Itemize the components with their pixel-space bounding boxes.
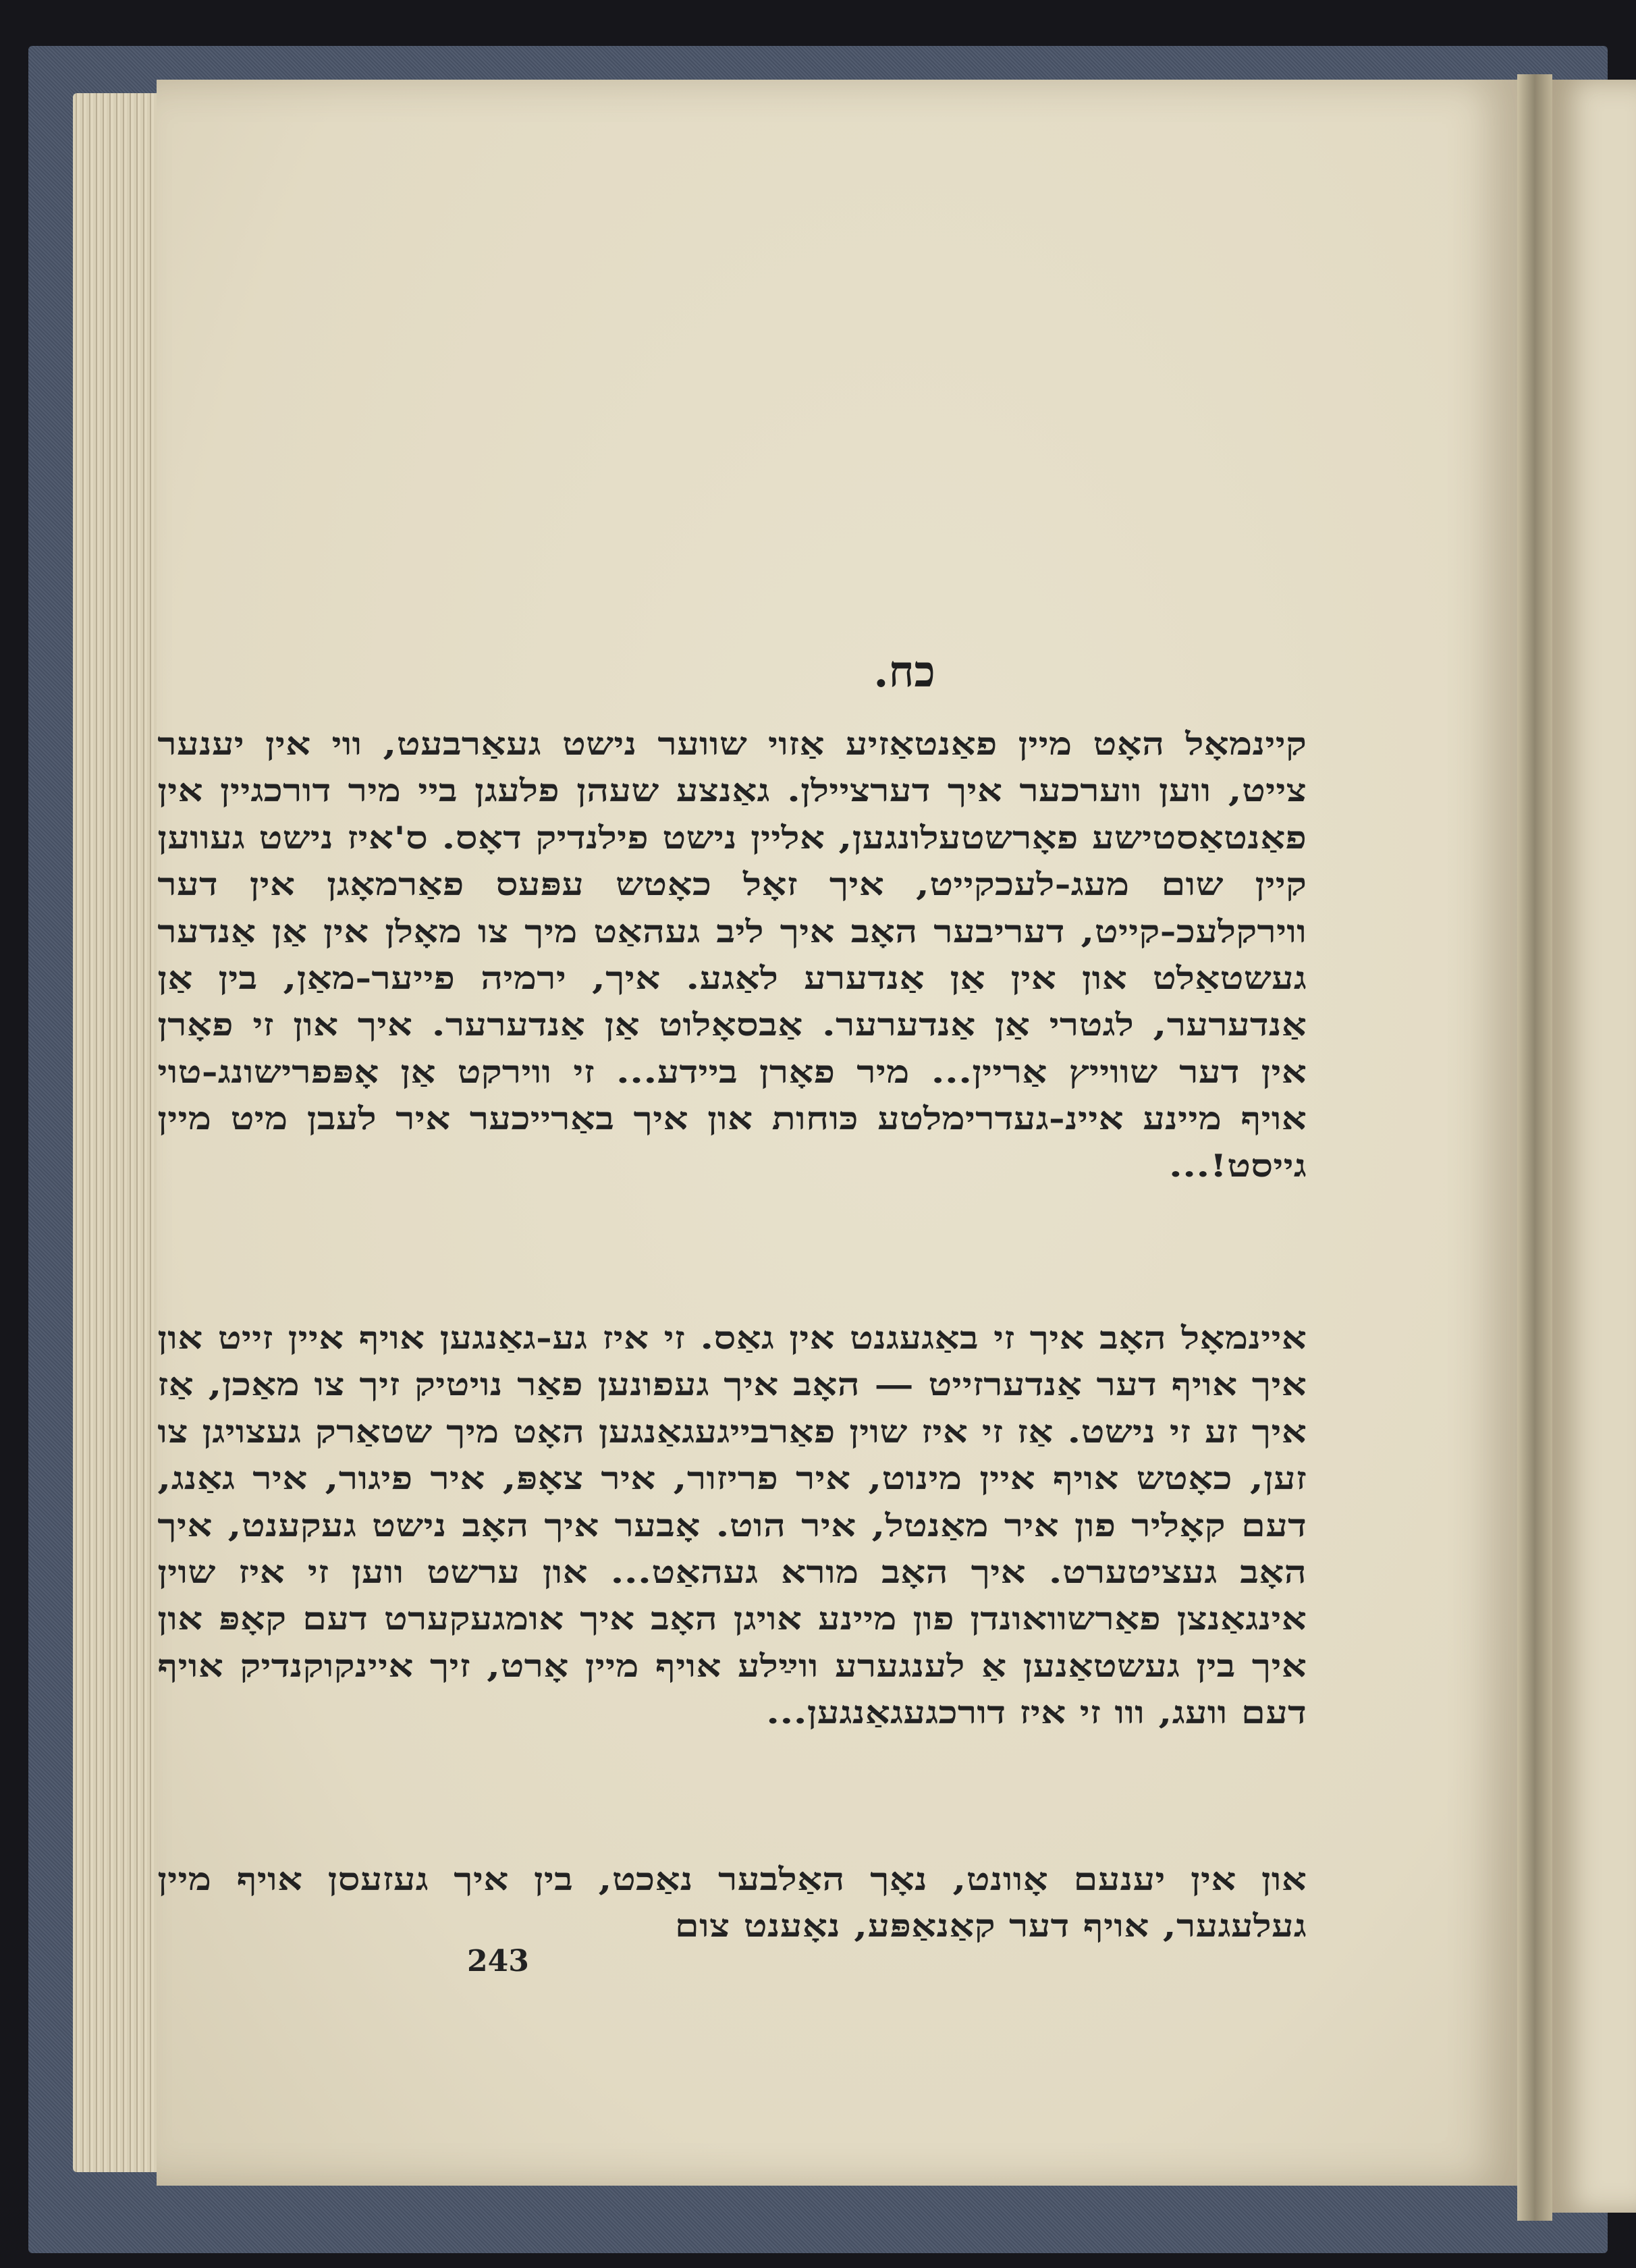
facing-page-edge [1552,80,1636,2213]
chapter-heading: כח. [873,647,935,697]
paragraph-2: איינמאָל האָב איך זי באַגעגנט אין גאַס. זי איז גע-גאַנגען אויף איין זייט און איך אויף דער אַנדערזייט — האָב איך געפונען פאַר נויטיק זיך צו מאַכן, אַז איך זע זי נישט. אַז זי איז שוין פאַרבייגעגאַנגען האָט מיך שטאַרק געצויגן צו זען, כאָטש אויף איין מינוט, איר פריזור, איר צאָפּ, איר פיגור, איר גאַנג, דעם קאָליר פון איר מאַנטל, איר הוט. אָבער איך האָב נישט געקענט, איך האָב געציטערט. איך האָב מורא געהאַט... און ערשט ווען זי איז שוין אינגאַנצן פאַרשוואונדן פון מיינע אויגן האָב איך אומגעקערט דעם קאָפּ און איך בין געשטאַנען אַ לענגערע ווײַלע אויף מיין אָרט, זיך איינקוקנדיק אויף דעם וועג, ווו זי איז דורכגעגאַנגען... [157,1320,1307,1731]
book-gutter [1517,74,1552,2221]
page-number: 243 [467,1944,529,1978]
paragraph-3: און אין יענעם אָוונט, נאָך האַלבער נאַכט, בין איך געזעסן אויף מיין געלעגער, אויף דער קאַנאַפּע, נאָענט צום [157,1861,1307,1945]
paragraph-1: קיינמאָל האָט מיין פאַנטאַזיע אַזוי שווער נישט געאַרבעט, ווי אין יענער צייט, ווען ווערכער איך דערציילן. גאַנצע שעהן פלעגן ביי מיר דורכגיין אין פאַנטאַסטישע פאָרשטעלונגען, אליין נישט פילנדיק דאָס. ס'איז נישט געווען קיין שום מעג-לעכקייט, איך זאָל כאָטש עפּעס פאַרמאָגן אין דער ווירקלעכ-קייט, דעריבער האָב איך ליב געהאַט מיך צו מאָלן אין אַן אַנדער געשטאַלט און אין אַן אַנדערע לאַגע. איך, ירמיה פייער-מאַן, בין אַן אַנדערער, לגטרי אַן אַנדערער. אַבסאָלוט אַן אַנדערער. איך און זי פאָרן אין דער שווייץ אַריין... מיר פאָרן ביידע... זי ווירקט אַן אָפּפרישונג-טוי אויף מיינע איינ-געדרימלטע כּוחות און איך באַרייכער איר לעבן מיט מיין גייסט!... [157,726,1307,1184]
